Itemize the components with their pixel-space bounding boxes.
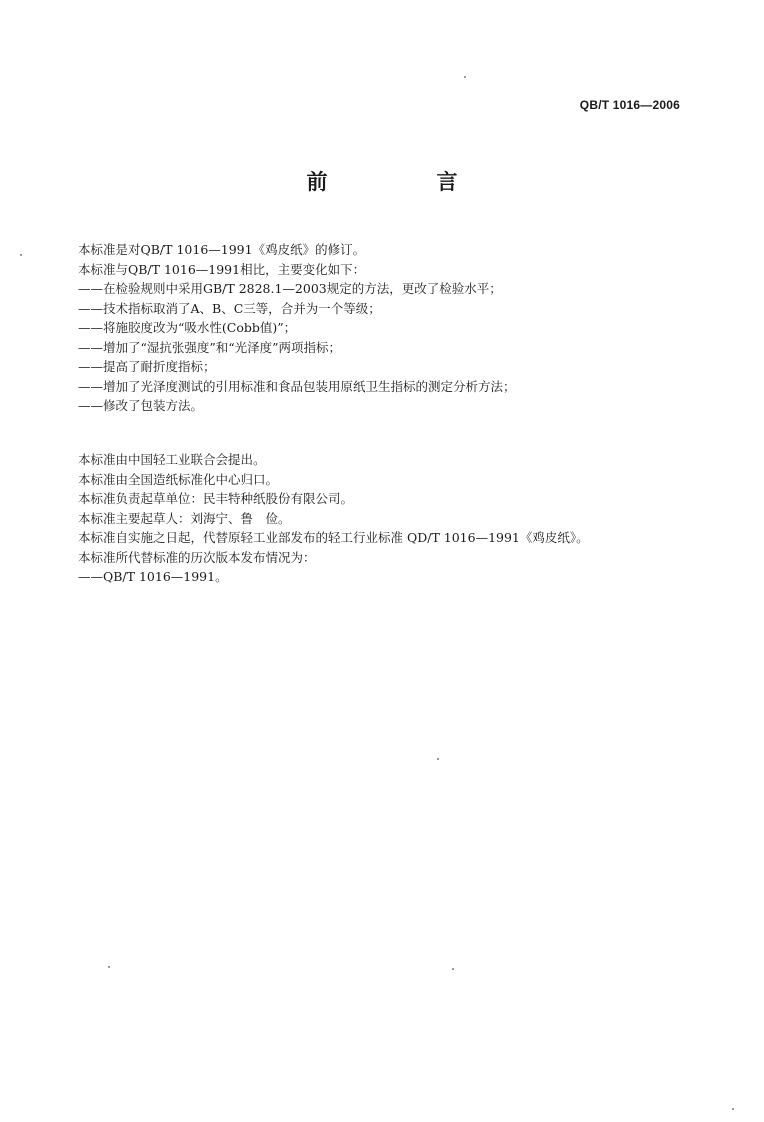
scan-speck (732, 1108, 734, 1110)
paragraph-line: 本标准主要起草人：刘海宁、鲁 俭。 (78, 510, 291, 526)
paragraph-line: 本标准由中国轻工业联合会提出。 (78, 452, 266, 467)
scan-speck (437, 758, 439, 760)
scan-speck (108, 966, 110, 968)
paragraph-line: 本标准由全国造纸标准化中心归口。 (78, 471, 279, 487)
scan-speck (20, 254, 22, 256)
change-item: ——增加了光泽度测试的引用标准和食品包装用原纸卫生指标的测定分析方法； (78, 378, 516, 394)
paragraph-line: 本标准所代替标准的历次版本发布情况为： (78, 549, 316, 565)
page-title: 前 言 (306, 170, 502, 194)
change-item: ——将施胶度改为“吸水性(Cobb值)”； (78, 320, 297, 335)
revision-notes (78, 240, 698, 416)
standard-code: QB/T 1016—2006 (579, 98, 680, 112)
change-item: ——技术指标取消了A、B、C三等，合并为一个等级； (78, 300, 381, 316)
paragraph-line: 本标准与QB/T 1016—1991相比，主要变化如下： (78, 261, 366, 277)
scan-speck (464, 76, 466, 78)
paragraph-line: 本标准是对QB/T 1016—1991《鸡皮纸》的修订。 (78, 242, 366, 257)
paragraph-line: ——QB/T 1016—1991。 (78, 569, 228, 584)
change-item: ——提高了耐折度指标； (78, 359, 216, 374)
drafting-info (78, 450, 698, 587)
paragraph-line: 本标准负责起草单位：民丰特种纸股份有限公司。 (78, 491, 354, 506)
change-item: ——修改了包装方法。 (78, 398, 204, 413)
change-item: ——增加了“湿抗张强度”和“光泽度”两项指标； (78, 339, 342, 355)
scan-speck (452, 968, 454, 970)
change-item: ——在检验规则中采用GB/T 2828.1—2003规定的方法，更改了检验水平； (78, 281, 502, 296)
paragraph-line: 本标准自实施之日起，代替原轻工业部发布的轻工行业标准 QD/T 1016—1991《鸡皮纸》。 (78, 530, 589, 545)
